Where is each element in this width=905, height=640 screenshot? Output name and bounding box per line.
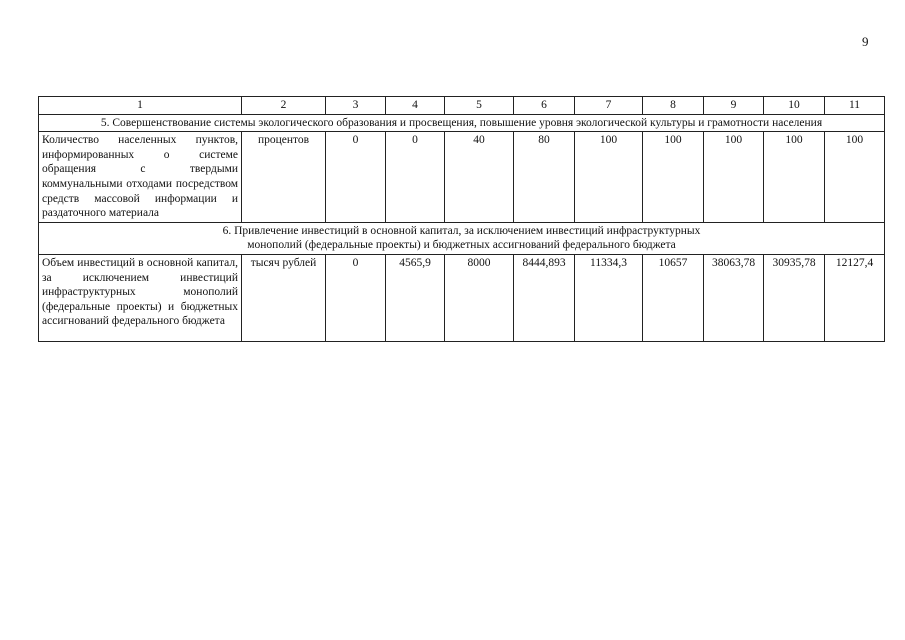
value-cell: 11334,3 xyxy=(575,254,643,341)
column-header: 6 xyxy=(514,97,575,115)
value-cell: 100 xyxy=(704,132,764,223)
column-header: 11 xyxy=(825,97,885,115)
value-cell: 0 xyxy=(326,254,386,341)
section-6-title-line-1: 6. Привлечение инвестиций в основной капитал, за исключением инвестиций инфраструктурных xyxy=(222,224,701,237)
value-cell: 10657 xyxy=(643,254,704,341)
value-cell: 30935,78 xyxy=(764,254,825,341)
section-6-title-line-2: монополий (федеральные проекты) и бюджетных ассигнований федерального бюджета xyxy=(247,239,676,252)
section-6-title xyxy=(39,222,885,254)
indicators-table xyxy=(38,96,885,342)
section-heading-row xyxy=(39,222,885,254)
value-cell: 100 xyxy=(825,132,885,223)
column-header: 8 xyxy=(643,97,704,115)
value-cell: 0 xyxy=(326,132,386,223)
column-header: 4 xyxy=(386,97,445,115)
indicator-unit: процентов xyxy=(242,132,326,223)
value-cell: 8444,893 xyxy=(514,254,575,341)
value-cell: 4565,9 xyxy=(386,254,445,341)
column-header: 3 xyxy=(326,97,386,115)
section-5-title: 5. Совершенствование системы экологического образования и просвещения, повышение уровня экологической культуры и грамотности населения xyxy=(39,114,885,132)
indicator-name: Количество населенных пунктов, информированных о системе обращения с твердыми коммунальными отходами посредством средств массовой информации и раздаточного материала xyxy=(39,132,242,223)
value-cell: 0 xyxy=(386,132,445,223)
column-header: 9 xyxy=(704,97,764,115)
value-cell: 100 xyxy=(643,132,704,223)
value-cell: 12127,4 xyxy=(825,254,885,341)
column-header: 1 xyxy=(39,97,242,115)
column-header: 5 xyxy=(445,97,514,115)
column-number-row xyxy=(39,97,885,115)
page-number: 9 xyxy=(862,34,869,49)
value-cell: 100 xyxy=(575,132,643,223)
column-header: 7 xyxy=(575,97,643,115)
column-header: 10 xyxy=(764,97,825,115)
value-cell: 38063,78 xyxy=(704,254,764,341)
indicator-unit: тысяч рублей xyxy=(242,254,326,341)
table-row xyxy=(39,132,885,223)
section-heading-row xyxy=(39,114,885,132)
value-cell: 8000 xyxy=(445,254,514,341)
indicator-name: Объем инвестиций в основной капитал, за исключением инвестиций инфраструктурных монополий (федеральные проекты) и бюджетных ассигнований федерального бюджета xyxy=(39,254,242,341)
value-cell: 100 xyxy=(764,132,825,223)
value-cell: 40 xyxy=(445,132,514,223)
value-cell: 80 xyxy=(514,132,575,223)
column-header: 2 xyxy=(242,97,326,115)
table-row xyxy=(39,254,885,341)
